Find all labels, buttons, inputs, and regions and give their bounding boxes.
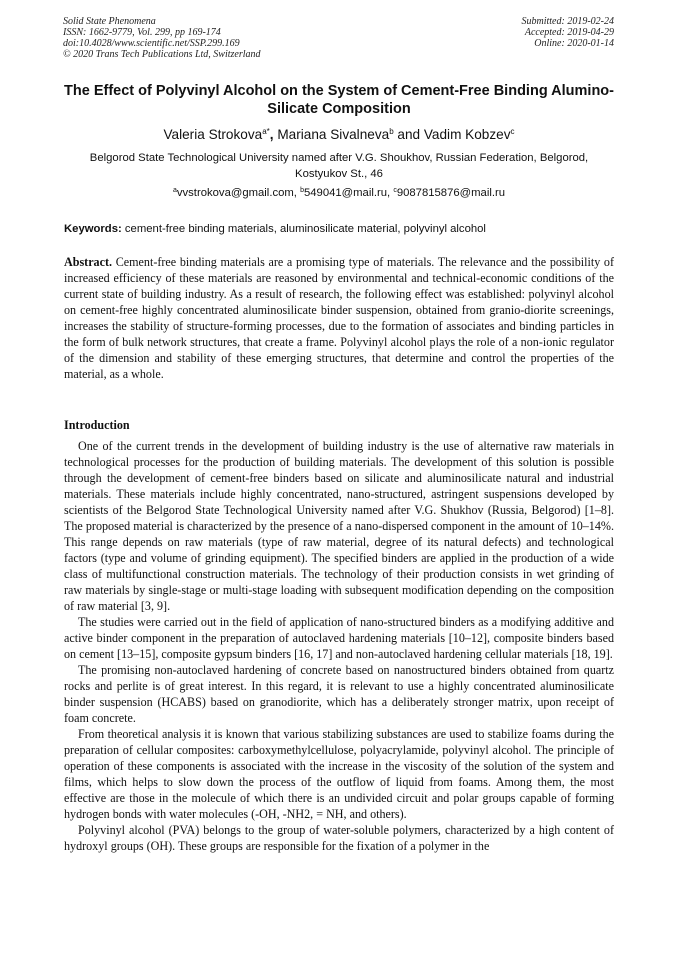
keywords xyxy=(64,222,624,236)
author-separator: , xyxy=(269,127,278,142)
submitted-date: Submitted: 2019-02-24 xyxy=(521,16,614,27)
abstract-label: Abstract. xyxy=(64,255,113,269)
paragraph: The promising non-autoclaved hardening of concrete based on nanostructured binders obtained from quartz rocks and perlite is of great interest. In this regard, it is relevant to use a highly concentrated aluminosilicate binder suspension (HCABS) based on granodiorite, which has a deliberately stronger matrix, upon receipt of foam concrete. xyxy=(64,663,614,725)
submission-dates xyxy=(522,16,615,49)
journal-copyright: © 2020 Trans Tech Publications Ltd, Switzerland xyxy=(63,49,261,60)
keywords-text: cement-free binding materials, aluminosilicate material, polyvinyl alcohol xyxy=(124,223,486,235)
journal-name: Solid State Phenomena xyxy=(63,16,156,27)
email-separator: , xyxy=(387,187,394,199)
email-address[interactable]: 9087815876@mail.ru xyxy=(396,187,506,199)
author-separator: and xyxy=(393,127,424,142)
paragraph: From theoretical analysis it is known that various stabilizing substances are used to stabilize foams during the preparation of cellular composites: carboxymethylcellulose, polyacrylamide, polyvinyl alcohol. The principle of operation of these components is associated with the increase in the viscosity of the solution of the system and films, which helps to slow down the process of the outflow of liquid from foams. Among them, the most effective are those in the molecule of which there is an undivided circuit and polar groups capable of forming hydrogen bonds with water molecules (-OH, -NH2, = NH, and others). xyxy=(64,727,614,821)
author-list xyxy=(40,127,638,143)
abstract-text: Cement-free binding materials are a promising type of materials. The relevance and the possibility of increased efficiency of these materials are reasoned by environmental and technical-economic conditions of the current state of building industry. As a result of research, the following effect was established: polyvinyl alcohol on cement-free highly concentrated aluminosilicate binder suspension, obtained from granio-diorite screenings, increases the stability of structure-forming processes, due to the formation of associates and binding particles in the form of bulk network structures, that create a frame. Polyvinyl alcohol plays the role of a non-ionic regulator of the dimension and stability of these emerging structures, that determine and control the properties of the material, as a whole. xyxy=(64,255,614,381)
paragraph: Polyvinyl alcohol (PVA) belongs to the group of water-soluble polymers, characterized by a high content of hydroxyl groups (OH). These groups are responsible for the fixation of a polymer in the xyxy=(64,823,614,853)
keywords-label: Keywords: xyxy=(64,223,122,235)
email-address[interactable]: 549041@mail.ru xyxy=(303,187,388,199)
author-marker: b xyxy=(389,127,394,136)
email-list xyxy=(60,186,618,200)
abstract xyxy=(64,254,614,382)
journal-issn: ISSN: 1662-9779, Vol. 299, pp 169-174 xyxy=(63,27,221,38)
accepted-date: Accepted: 2019-04-29 xyxy=(524,27,614,38)
author-marker: a* xyxy=(262,127,270,136)
affiliation: Belgorod State Technological University named after V.G. Shoukhov, Russian Federation, Belgorod, Kostyukov St., 46 xyxy=(89,152,589,180)
journal-info xyxy=(63,16,261,60)
email-address[interactable]: vvstrokova@gmail.com xyxy=(176,187,294,199)
paragraph: The studies were carried out in the field of application of nano-structured binders as a modifying additive and active binder component in the preparation of autoclaved hardening materials [10–12], composite binders based on cement [13–15], composite gypsum binders [16, 17] and non-autoclaved hardening cellular materials [18, 19]. xyxy=(64,615,614,661)
introduction-body xyxy=(64,438,614,854)
author-name: Vadim Kobzev xyxy=(423,127,511,142)
journal-doi: doi:10.4028/www.scientific.net/SSP.299.169 xyxy=(63,38,240,49)
online-date: Online: 2020-01-14 xyxy=(534,38,614,49)
author-marker: c xyxy=(510,127,515,136)
email-marker: b xyxy=(300,187,304,194)
paper-title: The Effect of Polyvinyl Alcohol on the System of Cement-Free Binding Alumino-Silicate Composition xyxy=(64,83,614,117)
email-marker: a xyxy=(172,187,177,194)
author-name: Valeria Strokova xyxy=(163,127,263,142)
paragraph: One of the current trends in the development of building industry is the use of alternative raw materials in technological processes for the production of building materials. The development of this solution is possible through the development of cement-free binders based on silicate and aluminosilicate natural and industrial materials. These materials include highly concentrated, nano-structured, astringent suspensions developed by scientists of the Belgorod State Technological University named after V.G. Shukhov (Russia, Belgorod) [1–8]. The proposed material is characterized by the presence of a nano-dispersed component in the amount of 10–14%. This range depends on raw materials (type of raw material, degree of its natural defects) and technological factors (type and volume of grinding equipment). The specified binders are applied in the production of a wide class of multifunctional construction materials. The technology of their production consists in wet grinding of raw materials by single-stage or multi-stage loading with subsequent modification depending on the composition of raw material [3, 9]. xyxy=(64,439,614,613)
email-separator: , xyxy=(293,187,301,199)
author-name: Mariana Sivalneva xyxy=(277,127,390,142)
email-marker: c xyxy=(393,187,397,194)
section-heading-introduction: Introduction xyxy=(64,418,130,432)
